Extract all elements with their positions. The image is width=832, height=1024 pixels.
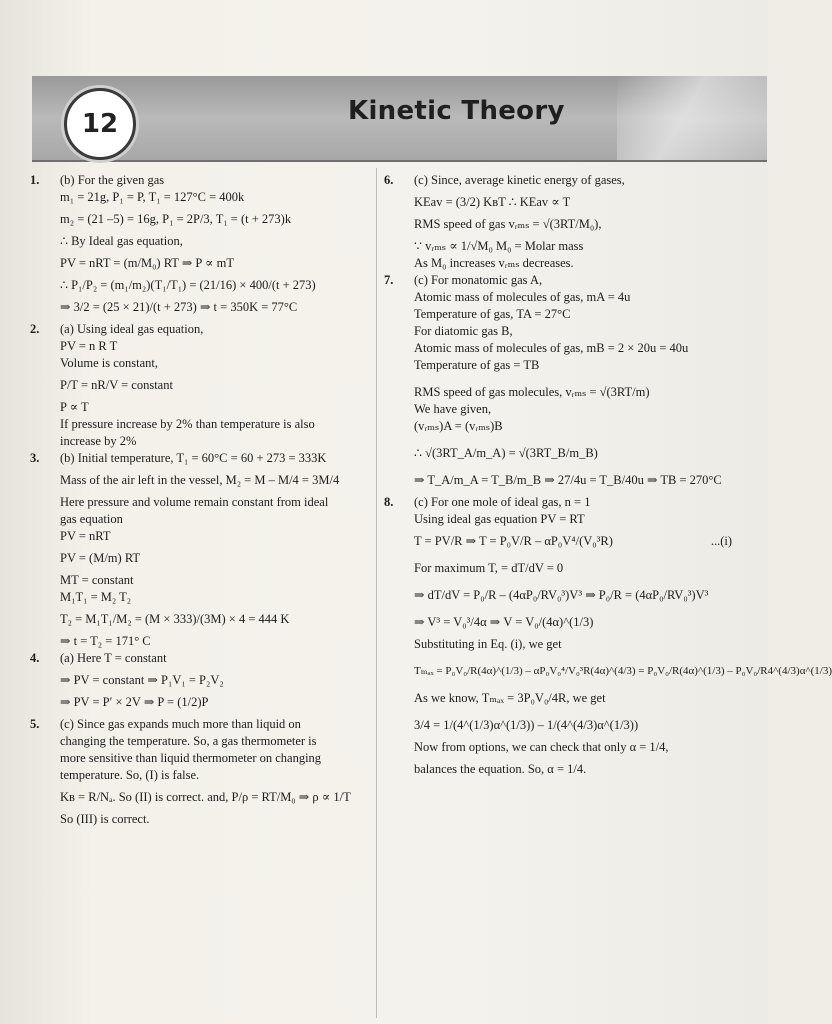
answer-line: PV = nRT = (m/M₀) RT ⇒ P ∝ mT: [60, 256, 234, 270]
answer-line: (c) For monatomic gas A,: [414, 273, 543, 287]
answer-line: Using ideal gas equation PV = RT: [414, 512, 585, 526]
question-4: [30, 650, 370, 711]
answer-line: As M₀ increases vᵣₘₛ decreases.: [414, 256, 574, 270]
question-3: [30, 450, 370, 650]
answer-line: (vᵣₘₛ)A = (vᵣₘₛ)B: [414, 419, 503, 433]
answer-line: 3/4 = 1/(4^(1/3)α^(1/3)) – 1/(4^(4/3)α^(1/3)): [414, 718, 639, 732]
answer-line: [414, 533, 736, 550]
answer-line: ∴ By Ideal gas equation,: [60, 234, 183, 248]
chapter-number-badge: [64, 88, 136, 160]
answer-line: P/T = nR/V = constant: [60, 378, 173, 392]
answer-line: Temperature of gas = TB: [414, 358, 540, 372]
answer-line: ∴ P₁/P₂ = (m₁/m₂)(T₁/T₁) = (21/16) × 400/(t + 273): [60, 278, 316, 292]
question-8: [384, 494, 832, 778]
question-2: [30, 321, 370, 450]
answer-line: Temperature of gas, TA = 27°C: [414, 307, 571, 321]
answer-line: For diatomic gas B,: [414, 324, 513, 338]
answer-line: ∴ √(3RT_A/m_A) = √(3RT_B/m_B): [414, 446, 598, 460]
answer-line: Substituting in Eq. (i), we get: [414, 637, 562, 651]
answer-line: PV = n R T: [60, 339, 118, 353]
answer-line: Now from options, we can check that only α = 1/4,: [414, 740, 669, 754]
answer-line: temperature. So, (I) is false.: [60, 768, 200, 782]
answer-line: m₁ = 21g, P₁ = P, T₁ = 127°C = 400k: [60, 190, 245, 204]
answer-line: (c) Since gas expands much more than liquid on: [60, 717, 301, 731]
answer-line: m₂ = (21 –5) = 16g, P₁ = 2P/3, T₁ = (t + 273)k: [60, 212, 292, 226]
answer-line: Tₘₐₓ = P₀V₀/R(4α)^(1/3) – αP₀V₀⁴/V₀³R(4α)^(4/3) = P₀V₀/R(4α)^(1/3) – P₀V₀/R4^(4/3)α^(1/3): [414, 665, 832, 677]
answer-line: Here pressure and volume remain constant from ideal: [60, 495, 329, 509]
answer-line: RMS speed of gas vᵣₘₛ = √(3RT/M₀),: [414, 217, 602, 231]
answer-line: ⇒ 3/2 = (25 × 21)/(t + 273) ⇒ t = 350K = 77°C: [60, 300, 298, 314]
answer-line: If pressure increase by 2% than temperature is also: [60, 417, 315, 431]
answer-line: Kʙ = R/Nₐ. So (II) is correct. and, P/ρ = RT/M₀ ⇒ ρ ∝ 1/T: [60, 790, 351, 804]
answer-line: We have given,: [414, 402, 492, 416]
question-7: [384, 272, 736, 489]
answer-line: (a) Using ideal gas equation,: [60, 322, 204, 336]
answer-line: (b) Initial temperature, T₁ = 60°C = 60 + 273 = 333K: [60, 451, 327, 465]
question-5: [30, 716, 370, 828]
question-number: 6.: [384, 173, 394, 187]
answer-line: ⇒ dT/dV = P₀/R – (4αP₀/RV₀³)V³ ⇒ P₀/R = (4αP₀/RV₀³)V³: [414, 588, 709, 602]
question-number: 7.: [384, 273, 394, 287]
answer-line: increase by 2%: [60, 434, 137, 448]
question-number: 2.: [30, 322, 40, 336]
answer-line: RMS speed of gas molecules, vᵣₘₛ = √(3RT/m): [414, 385, 650, 399]
answer-line: changing the temperature. So, a gas thermometer is: [60, 734, 317, 748]
question-number: 8.: [384, 495, 394, 509]
equation-tag: ...(i): [710, 534, 732, 548]
answer-line: T₂ = M₁T₁/M₂ = (M × 333)/(3M) × 4 = 444 K: [60, 612, 290, 626]
answer-line: ∵ vᵣₘₛ ∝ 1/√M₀ M₀ = Molar mass: [414, 239, 584, 253]
answer-line: ⇒ V³ = V₀³/4α ⇒ V = V₀/(4α)^(1/3): [414, 615, 594, 629]
answer-line: Mass of the air left in the vessel, M₂ = M – M/4 = 3M/4: [60, 473, 340, 487]
answer-line: ⇒ PV = constant ⇒ P₁V₁ = P₂V₂: [60, 673, 224, 687]
answer-line: For maximum T, = dT/dV = 0: [414, 561, 564, 575]
question-number: 3.: [30, 451, 40, 465]
answer-line: Volume is constant,: [60, 356, 159, 370]
answer-line: (c) Since, average kinetic energy of gases,: [414, 173, 625, 187]
answer-line: ⇒ t = T₂ = 171° C: [60, 634, 151, 648]
question-number: 5.: [30, 717, 40, 731]
answer-line: gas equation: [60, 512, 123, 526]
answer-line: MT = constant: [60, 573, 134, 587]
answer-line: As we know, Tₘₐₓ = 3P₀V₀/4R, we get: [414, 691, 606, 705]
equation-text: T = PV/R ⇒ T = P₀V/R – αP₀V⁴/(V₀³R): [414, 534, 613, 548]
right-column: [384, 172, 832, 778]
left-column: [30, 172, 370, 828]
question-number: 1.: [30, 173, 40, 187]
answer-line: M₁T₁ = M₂ T₂: [60, 590, 132, 604]
answer-line: PV = (M/m) RT: [60, 551, 141, 565]
question-1: [30, 172, 370, 316]
answer-line: ⇒ PV = P′ × 2V ⇒ P = (1/2)P: [60, 695, 209, 709]
answer-line: KEav = (3/2) KʙT ∴ KEav ∝ T: [414, 195, 571, 209]
answer-line: balances the equation. So, α = 1/4.: [414, 762, 587, 776]
column-divider: [376, 168, 377, 1018]
answer-line: (b) For the given gas: [60, 173, 165, 187]
answer-line: (c) For one mole of ideal gas, n = 1: [414, 495, 591, 509]
question-6: [384, 172, 736, 272]
chapter-number: 12: [81, 109, 119, 139]
answer-line: ⇒ T_A/m_A = T_B/m_B ⇒ 27/4u = T_B/40u ⇒ TB = 270°C: [414, 473, 722, 487]
answer-line: P ∝ T: [60, 400, 89, 414]
answer-line: (a) Here T = constant: [60, 651, 167, 665]
question-number: 4.: [30, 651, 40, 665]
answer-line: more sensitive than liquid thermometer on changing: [60, 751, 322, 765]
chapter-title: Kinetic Theory: [348, 96, 565, 126]
answer-line: So (III) is correct.: [60, 812, 150, 826]
answer-line: PV = nRT: [60, 529, 111, 543]
answer-line: Atomic mass of molecules of gas, mB = 2 × 20u = 40u: [414, 341, 689, 355]
answer-line: Atomic mass of molecules of gas, mA = 4u: [414, 290, 631, 304]
